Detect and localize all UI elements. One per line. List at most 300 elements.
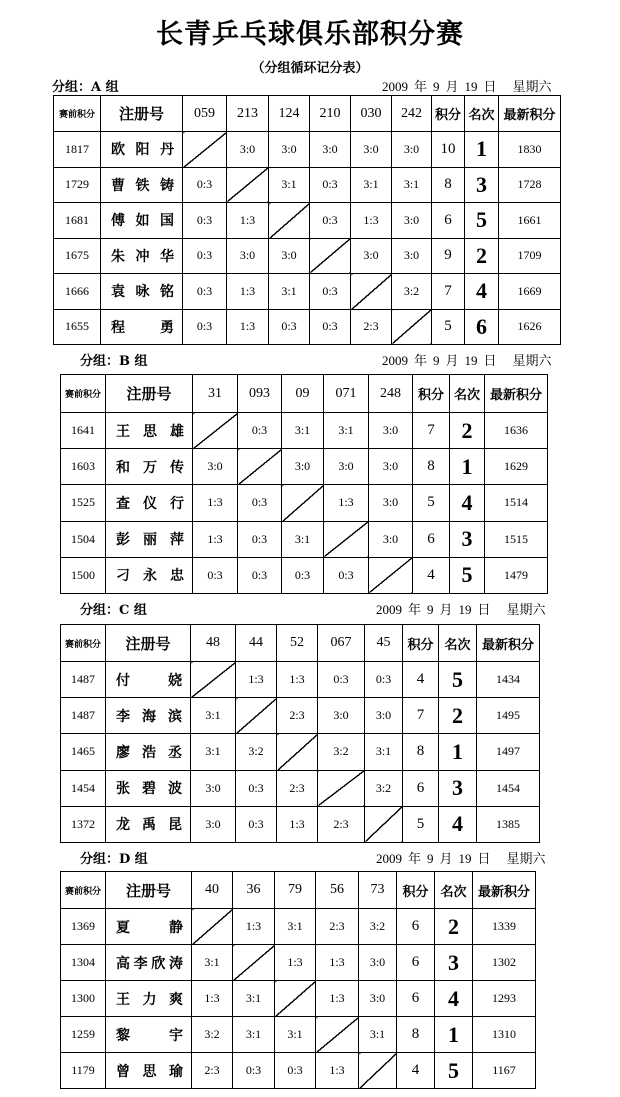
rank-cell: 5: [465, 203, 499, 239]
header-points: 积分: [403, 625, 439, 662]
match-score-cell: 0:3: [238, 485, 282, 521]
header-player-id: 79: [275, 872, 316, 909]
header-player-id: 44: [236, 625, 277, 662]
player-name-cell: 刁永忠: [106, 557, 193, 593]
header-player-id: 248: [369, 375, 413, 413]
player-name-cell: 曹铁铸: [101, 167, 183, 203]
pre-score-cell: 1681: [54, 203, 101, 239]
header-rank: 名次: [465, 96, 499, 132]
player-name-cell: 袁咏铭: [101, 274, 183, 310]
match-score-cell: 1:3: [233, 909, 275, 945]
table-row: [54, 238, 561, 274]
header-pre-score: 赛前积分: [61, 872, 106, 909]
match-score-cell: 0:3: [365, 662, 403, 698]
new-score-cell: 1310: [473, 1017, 536, 1053]
player-name-cell: 王思雄: [106, 413, 193, 449]
self-match-cell: [238, 449, 282, 485]
self-match-cell: [269, 203, 310, 239]
header-new-score: 最新积分: [485, 375, 548, 413]
player-name-cell: 付 娆: [106, 662, 191, 698]
match-score-cell: 1:3: [324, 485, 369, 521]
pre-score-cell: 1525: [61, 485, 106, 521]
group-table: [60, 624, 540, 843]
table-header-row: [61, 625, 540, 662]
table-row: [61, 734, 540, 770]
date-weekday: 星期六: [512, 79, 552, 94]
self-match-cell: [192, 909, 233, 945]
date-year: 2009: [382, 79, 408, 94]
match-score-cell: 1:3: [192, 981, 233, 1017]
points-cell: 5: [432, 309, 465, 345]
match-score-cell: 0:3: [310, 203, 351, 239]
self-match-cell: [359, 1053, 397, 1089]
points-cell: 4: [397, 1053, 435, 1089]
header-new-score: 最新积分: [473, 872, 536, 909]
group-header: [0, 350, 620, 368]
day-unit: 日: [483, 353, 497, 368]
table-row: [61, 413, 548, 449]
new-score-cell: 1497: [477, 734, 540, 770]
match-score-cell: 3:0: [351, 238, 392, 274]
rank-cell: 2: [450, 413, 485, 449]
table-row: [61, 981, 536, 1017]
match-score-cell: 3:1: [324, 413, 369, 449]
date-day: 19: [464, 79, 478, 94]
header-player-id: 213: [227, 96, 269, 132]
match-score-cell: 0:3: [275, 1053, 316, 1089]
match-score-cell: 1:3: [227, 203, 269, 239]
match-score-cell: 3:2: [318, 734, 365, 770]
table-header-row: [54, 96, 561, 132]
header-player-id: 059: [183, 96, 227, 132]
page-title: 长青乒乓球俱乐部积分赛: [156, 19, 464, 50]
self-match-cell: [369, 557, 413, 593]
match-score-cell: 3:1: [282, 413, 324, 449]
year-unit: 年: [408, 851, 422, 866]
match-score-cell: 2:3: [351, 309, 392, 345]
self-match-cell: [233, 945, 275, 981]
match-score-cell: 1:3: [193, 485, 238, 521]
match-score-cell: 3:0: [310, 132, 351, 168]
match-score-cell: 0:3: [238, 557, 282, 593]
match-score-cell: 3:0: [392, 203, 432, 239]
header-player-id: 242: [392, 96, 432, 132]
self-match-cell: [236, 698, 277, 734]
match-score-cell: 3:1: [392, 167, 432, 203]
match-score-cell: 3:0: [227, 238, 269, 274]
pre-score-cell: 1675: [54, 238, 101, 274]
points-cell: 7: [413, 413, 450, 449]
player-name-cell: 傅如国: [101, 203, 183, 239]
page-subtitle: （分组循环记分表）: [251, 61, 369, 76]
pre-score-cell: 1372: [61, 806, 106, 842]
match-score-cell: 3:0: [369, 449, 413, 485]
header-points: 积分: [432, 96, 465, 132]
player-name-cell: 廖浩丞: [106, 734, 191, 770]
group-date: [382, 76, 602, 95]
match-score-cell: 1:3: [277, 806, 318, 842]
self-match-cell: [351, 274, 392, 310]
self-match-cell: [324, 521, 369, 557]
match-score-cell: 3:1: [191, 734, 236, 770]
table-row: [61, 806, 540, 842]
group-date: [376, 599, 602, 618]
match-score-cell: 3:1: [359, 1017, 397, 1053]
date-year: 2009: [382, 353, 408, 368]
rank-cell: 5: [439, 662, 477, 698]
date-month: 9: [427, 602, 434, 617]
self-match-cell: [277, 734, 318, 770]
group-label: 分组：B 组: [80, 354, 148, 369]
header-player-id: 067: [318, 625, 365, 662]
pre-score-cell: 1465: [61, 734, 106, 770]
match-score-cell: 3:0: [282, 449, 324, 485]
table-row: [61, 1017, 536, 1053]
table-row: [61, 909, 536, 945]
table-row: [61, 662, 540, 698]
match-score-cell: 2:3: [277, 770, 318, 806]
new-score-cell: 1302: [473, 945, 536, 981]
match-score-cell: 3:2: [359, 909, 397, 945]
group-label: 分组：D 组: [80, 852, 148, 867]
self-match-cell: [365, 806, 403, 842]
player-name-cell: 欧阳丹: [101, 132, 183, 168]
match-score-cell: 0:3: [183, 203, 227, 239]
date-year: 2009: [376, 851, 402, 866]
rank-cell: 4: [450, 485, 485, 521]
rank-cell: 3: [435, 945, 473, 981]
group-table: [53, 95, 561, 345]
group-date: [382, 350, 602, 369]
header-rank: 名次: [435, 872, 473, 909]
table-row: [54, 309, 561, 345]
pre-score-cell: 1487: [61, 698, 106, 734]
table-row: [61, 770, 540, 806]
match-score-cell: 3:0: [324, 449, 369, 485]
group-table: [60, 374, 548, 594]
month-unit: 月: [445, 79, 459, 94]
pre-score-cell: 1369: [61, 909, 106, 945]
player-name-cell: 夏 静: [106, 909, 192, 945]
date-day: 19: [464, 353, 478, 368]
table-row: [54, 132, 561, 168]
date-month: 9: [427, 851, 434, 866]
pre-score-cell: 1304: [61, 945, 106, 981]
date-day: 19: [458, 602, 472, 617]
date-weekday: 星期六: [506, 851, 546, 866]
new-score-cell: 1434: [477, 662, 540, 698]
new-score-cell: 1385: [477, 806, 540, 842]
table-row: [61, 1053, 536, 1089]
table-row: [61, 945, 536, 981]
match-score-cell: 3:0: [191, 770, 236, 806]
player-name-cell: 和万传: [106, 449, 193, 485]
group-header: [0, 848, 620, 866]
month-unit: 月: [445, 353, 459, 368]
rank-cell: 4: [439, 806, 477, 842]
new-score-cell: 1626: [499, 309, 561, 345]
header-rank: 名次: [439, 625, 477, 662]
header-pre-score: 赛前积分: [61, 625, 106, 662]
match-score-cell: 1:3: [227, 274, 269, 310]
player-name-cell: 高李欣涛: [106, 945, 192, 981]
year-unit: 年: [414, 353, 428, 368]
match-score-cell: 3:0: [369, 413, 413, 449]
header-reg-no: 注册号: [106, 375, 193, 413]
match-score-cell: 3:0: [191, 806, 236, 842]
match-score-cell: 1:3: [227, 309, 269, 345]
pre-score-cell: 1179: [61, 1053, 106, 1089]
match-score-cell: 2:3: [316, 909, 359, 945]
match-score-cell: 1:3: [316, 981, 359, 1017]
rank-cell: 2: [435, 909, 473, 945]
header-pre-score: 赛前积分: [61, 375, 106, 413]
header-player-id: 52: [277, 625, 318, 662]
match-score-cell: 0:3: [183, 167, 227, 203]
match-score-cell: 1:3: [351, 203, 392, 239]
match-score-cell: 0:3: [310, 309, 351, 345]
pre-score-cell: 1729: [54, 167, 101, 203]
table-row: [54, 167, 561, 203]
match-score-cell: 0:3: [238, 521, 282, 557]
match-score-cell: 3:0: [351, 132, 392, 168]
points-cell: 10: [432, 132, 465, 168]
pre-score-cell: 1500: [61, 557, 106, 593]
group-label: 分组：A 组: [52, 80, 119, 95]
match-score-cell: 3:1: [282, 521, 324, 557]
points-cell: 8: [403, 734, 439, 770]
player-name-cell: 黎 宇: [106, 1017, 192, 1053]
header-new-score: 最新积分: [499, 96, 561, 132]
table-header-row: [61, 872, 536, 909]
match-score-cell: 3:1: [192, 945, 233, 981]
match-score-cell: 3:2: [392, 274, 432, 310]
new-score-cell: 1636: [485, 413, 548, 449]
match-score-cell: 3:1: [269, 167, 310, 203]
match-score-cell: 2:3: [277, 698, 318, 734]
pre-score-cell: 1666: [54, 274, 101, 310]
self-match-cell: [392, 309, 432, 345]
match-score-cell: 0:3: [183, 238, 227, 274]
date-month: 9: [433, 79, 440, 94]
group-table: [60, 871, 536, 1089]
rank-cell: 1: [439, 734, 477, 770]
rank-cell: 3: [450, 521, 485, 557]
header-points: 积分: [413, 375, 450, 413]
match-score-cell: 0:3: [324, 557, 369, 593]
self-match-cell: [310, 238, 351, 274]
player-name-cell: 朱冲华: [101, 238, 183, 274]
date-weekday: 星期六: [506, 602, 546, 617]
year-unit: 年: [414, 79, 428, 94]
group-header: [0, 599, 620, 617]
new-score-cell: 1454: [477, 770, 540, 806]
group-date: [376, 848, 602, 867]
rank-cell: 1: [435, 1017, 473, 1053]
new-score-cell: 1830: [499, 132, 561, 168]
rank-cell: 2: [439, 698, 477, 734]
self-match-cell: [193, 413, 238, 449]
player-name-cell: 张碧波: [106, 770, 191, 806]
header-player-id: 40: [192, 872, 233, 909]
header-player-id: 36: [233, 872, 275, 909]
new-score-cell: 1669: [499, 274, 561, 310]
date-weekday: 星期六: [512, 353, 552, 368]
match-score-cell: 3:0: [359, 981, 397, 1017]
match-score-cell: 0:3: [193, 557, 238, 593]
points-cell: 8: [397, 1017, 435, 1053]
match-score-cell: 0:3: [310, 167, 351, 203]
new-score-cell: 1515: [485, 521, 548, 557]
match-score-cell: 2:3: [318, 806, 365, 842]
match-score-cell: 3:1: [233, 1017, 275, 1053]
pre-score-cell: 1817: [54, 132, 101, 168]
new-score-cell: 1661: [499, 203, 561, 239]
group-header: [0, 76, 620, 94]
points-cell: 4: [403, 662, 439, 698]
pre-score-cell: 1454: [61, 770, 106, 806]
group-label: 分组：C 组: [80, 603, 147, 618]
date-day: 19: [458, 851, 472, 866]
header-player-id: 071: [324, 375, 369, 413]
header-points: 积分: [397, 872, 435, 909]
points-cell: 8: [413, 449, 450, 485]
pre-score-cell: 1487: [61, 662, 106, 698]
rank-cell: 5: [450, 557, 485, 593]
self-match-cell: [275, 981, 316, 1017]
player-name-cell: 龙禹昆: [106, 806, 191, 842]
new-score-cell: 1293: [473, 981, 536, 1017]
match-score-cell: 3:0: [369, 521, 413, 557]
match-score-cell: 0:3: [183, 274, 227, 310]
table-row: [61, 557, 548, 593]
match-score-cell: 3:0: [269, 132, 310, 168]
player-name-cell: 李海滨: [106, 698, 191, 734]
day-unit: 日: [483, 79, 497, 94]
rank-cell: 1: [465, 132, 499, 168]
match-score-cell: 3:0: [359, 945, 397, 981]
header-new-score: 最新积分: [477, 625, 540, 662]
match-score-cell: 3:0: [193, 449, 238, 485]
header-rank: 名次: [450, 375, 485, 413]
points-cell: 6: [397, 945, 435, 981]
self-match-cell: [191, 662, 236, 698]
new-score-cell: 1495: [477, 698, 540, 734]
new-score-cell: 1629: [485, 449, 548, 485]
match-score-cell: 3:1: [365, 734, 403, 770]
match-score-cell: 0:3: [183, 309, 227, 345]
header-player-id: 030: [351, 96, 392, 132]
pre-score-cell: 1504: [61, 521, 106, 557]
header-reg-no: 注册号: [106, 872, 192, 909]
match-score-cell: 3:0: [392, 238, 432, 274]
rank-cell: 6: [465, 309, 499, 345]
header-player-id: 73: [359, 872, 397, 909]
table-row: [61, 521, 548, 557]
day-unit: 日: [477, 602, 491, 617]
match-score-cell: 3:0: [269, 238, 310, 274]
header-pre-score: 赛前积分: [54, 96, 101, 132]
header-player-id: 56: [316, 872, 359, 909]
rank-cell: 4: [435, 981, 473, 1017]
points-cell: 6: [403, 770, 439, 806]
match-score-cell: 3:0: [369, 485, 413, 521]
new-score-cell: 1728: [499, 167, 561, 203]
match-score-cell: 0:3: [233, 1053, 275, 1089]
header-reg-no: 注册号: [106, 625, 191, 662]
match-score-cell: 1:3: [316, 1053, 359, 1089]
rank-cell: 2: [465, 238, 499, 274]
match-score-cell: 1:3: [193, 521, 238, 557]
rank-cell: 3: [439, 770, 477, 806]
match-score-cell: 0:3: [318, 662, 365, 698]
day-unit: 日: [477, 851, 491, 866]
rank-cell: 4: [465, 274, 499, 310]
header-player-id: 31: [193, 375, 238, 413]
self-match-cell: [316, 1017, 359, 1053]
header-player-id: 210: [310, 96, 351, 132]
match-score-cell: 3:0: [365, 698, 403, 734]
table-header-row: [61, 375, 548, 413]
match-score-cell: 3:1: [275, 909, 316, 945]
match-score-cell: 0:3: [310, 274, 351, 310]
pre-score-cell: 1603: [61, 449, 106, 485]
match-score-cell: 3:0: [227, 132, 269, 168]
points-cell: 6: [397, 909, 435, 945]
match-score-cell: 1:3: [236, 662, 277, 698]
new-score-cell: 1479: [485, 557, 548, 593]
match-score-cell: 3:2: [365, 770, 403, 806]
header-player-id: 45: [365, 625, 403, 662]
pre-score-cell: 1641: [61, 413, 106, 449]
header-player-id: 124: [269, 96, 310, 132]
match-score-cell: 2:3: [192, 1053, 233, 1089]
self-match-cell: [227, 167, 269, 203]
pre-score-cell: 1259: [61, 1017, 106, 1053]
header-reg-no: 注册号: [101, 96, 183, 132]
year-unit: 年: [408, 602, 422, 617]
player-name-cell: 王力爽: [106, 981, 192, 1017]
points-cell: 7: [432, 274, 465, 310]
match-score-cell: 0:3: [269, 309, 310, 345]
match-score-cell: 0:3: [236, 806, 277, 842]
rank-cell: 5: [435, 1053, 473, 1089]
match-score-cell: 0:3: [238, 413, 282, 449]
date-year: 2009: [376, 602, 402, 617]
match-score-cell: 3:2: [192, 1017, 233, 1053]
match-score-cell: 3:1: [275, 1017, 316, 1053]
match-score-cell: 3:1: [233, 981, 275, 1017]
new-score-cell: 1167: [473, 1053, 536, 1089]
self-match-cell: [183, 132, 227, 168]
points-cell: 8: [432, 167, 465, 203]
match-score-cell: 1:3: [275, 945, 316, 981]
player-name-cell: 查仪行: [106, 485, 193, 521]
match-score-cell: 3:1: [351, 167, 392, 203]
match-score-cell: 3:2: [236, 734, 277, 770]
table-row: [61, 485, 548, 521]
match-score-cell: 3:1: [269, 274, 310, 310]
match-score-cell: 3:1: [191, 698, 236, 734]
header-player-id: 48: [191, 625, 236, 662]
points-cell: 6: [397, 981, 435, 1017]
points-cell: 7: [403, 698, 439, 734]
month-unit: 月: [439, 602, 453, 617]
match-score-cell: 1:3: [316, 945, 359, 981]
points-cell: 9: [432, 238, 465, 274]
header-player-id: 09: [282, 375, 324, 413]
self-match-cell: [282, 485, 324, 521]
